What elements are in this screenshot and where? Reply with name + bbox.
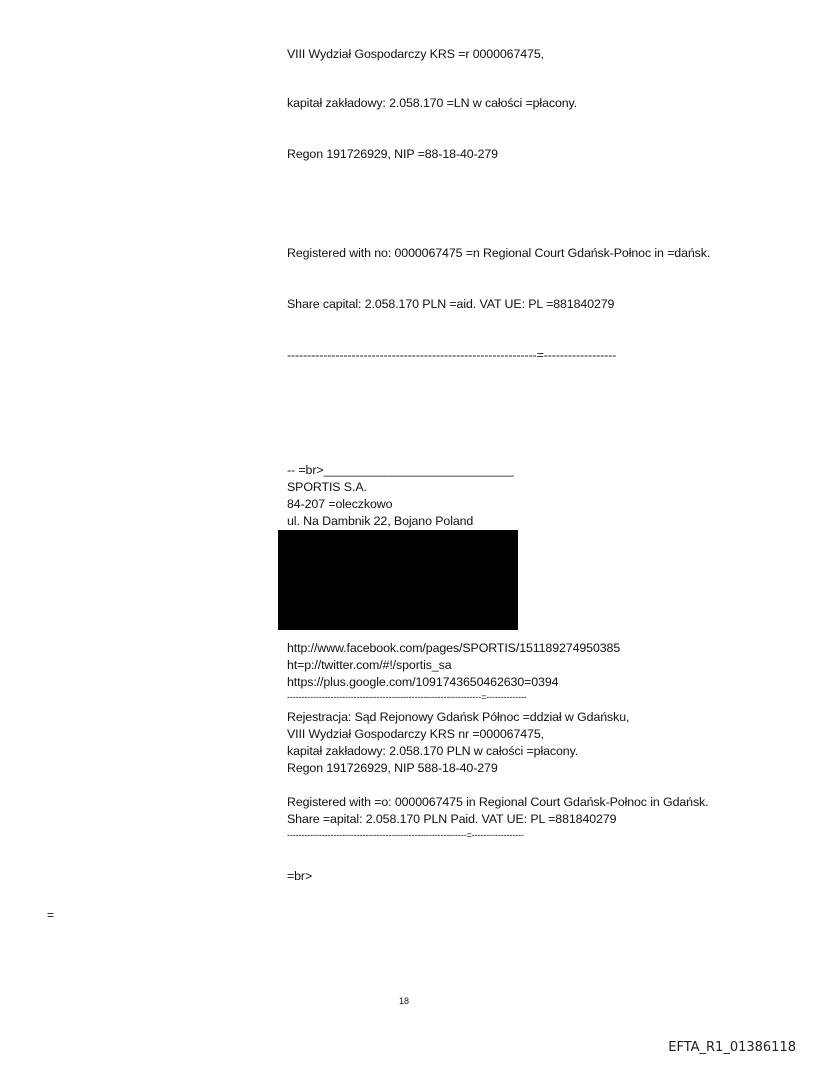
redaction-box <box>278 530 518 630</box>
capital-line-1: kapitał zakładowy: 2.058.170 =LN w całości =płacony. <box>287 96 578 110</box>
divider-line-1: --------------------------------------------------------------=------------------ <box>287 348 617 362</box>
stray-equals-mark: = <box>47 908 55 922</box>
document-id: EFTA_R1_01386118 <box>668 1040 796 1055</box>
regon-line-2: Regon 191726929, NIP 588-18-40-279 <box>287 761 498 775</box>
signature-separator: -- =br>____________________________ <box>287 463 514 477</box>
share-capital-line-1: Share capital: 2.058.170 PLN =aid. VAT UE: PL =881840279 <box>287 297 615 311</box>
twitter-link[interactable]: ht=p://twitter.com/#!/sportis_sa <box>287 658 452 672</box>
facebook-link[interactable]: http://www.facebook.com/pages/SPORTIS/151189274950385 <box>287 641 621 655</box>
share-capital-line-2: Share =apital: 2.058.170 PLN Paid. VAT UE: PL =881840279 <box>287 812 617 826</box>
registered-line-2: Registered with =o: 0000067475 in Regional Court Gdańsk-Połnoc in Gdańsk. <box>287 795 709 809</box>
company-postal: 84-207 =oleczkowo <box>287 497 393 511</box>
capital-line-2: kapitał zakładowy: 2.058.170 PLN w całości =płacony. <box>287 744 579 758</box>
registration-line: Rejestracja: Sąd Rejonowy Gdańsk Północ =ddział w Gdańsku, <box>287 710 630 724</box>
company-street: ul. Na Dambnik 22, Bojano Poland <box>287 514 474 528</box>
google-plus-link[interactable]: https://plus.google.com/1091743650462630=0394 <box>287 675 559 689</box>
divider-line-3: --------------------------------------------------------------=------------------ <box>287 830 524 840</box>
krs-line-2: VIII Wydział Gospodarczy KRS nr =000067475, <box>287 727 544 741</box>
regon-line-1: Regon 191726929, NIP =88-18-40-279 <box>287 147 498 161</box>
divider-line-2: -------------------------------------------------------------------=-------------- <box>287 692 527 702</box>
registered-line-1: Registered with no: 0000067475 =n Regional Court Gdańsk-Połnoc in =dańsk. <box>287 246 711 260</box>
page-number: 18 <box>399 996 410 1006</box>
krs-line-1: VIII Wydział Gospodarczy KRS =r 0000067475, <box>287 47 544 61</box>
company-name: SPORTIS S.A. <box>287 480 367 494</box>
br-marker: =br> <box>287 869 313 883</box>
